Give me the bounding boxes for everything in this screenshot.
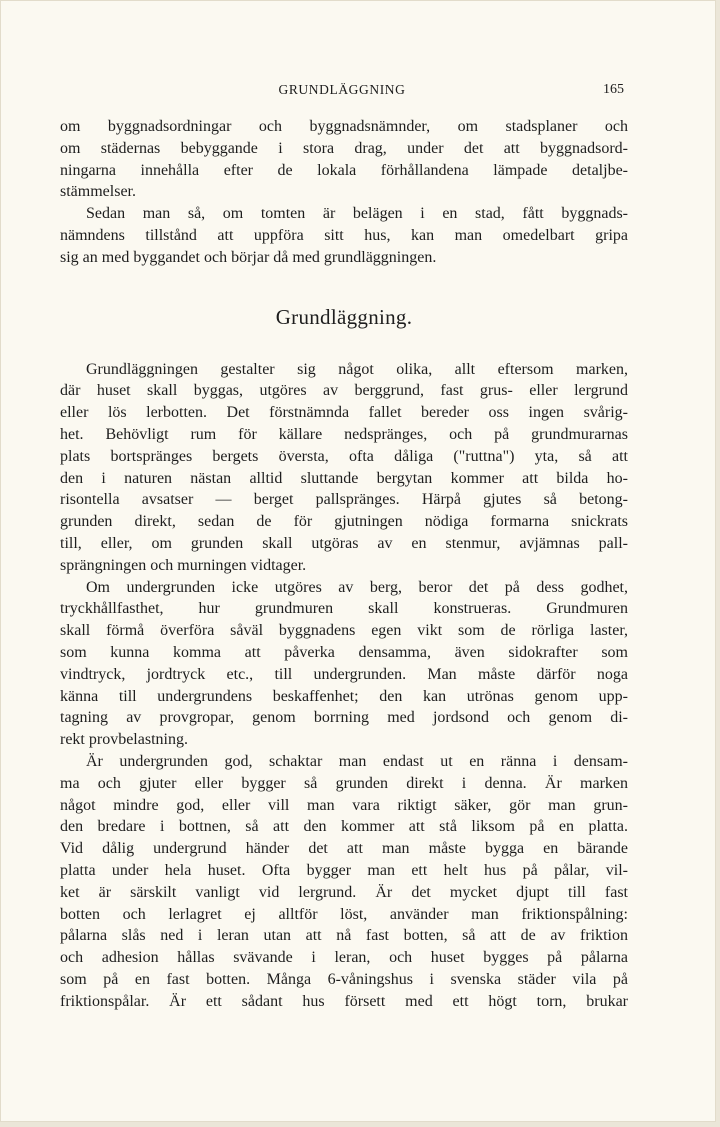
body-text xyxy=(60,116,628,1012)
text-line: eller lös lerbotten. Det förstnämnda fallet bereder oss ingen svårig- xyxy=(60,404,628,422)
text-line: ningarna innehålla efter de lokala förhållandena lämpade detaljbe- xyxy=(60,161,628,179)
text-line: tagning av provgropar, genom borrning med jordsond och genom di- xyxy=(60,709,628,727)
text-line: het. Behövligt rum för källare nedspränges, och på grundmurarnas xyxy=(60,425,628,443)
text-line: ma och gjuter eller bygger så grunden direkt i denna. Är marken xyxy=(60,774,628,792)
text-line: känna till undergrundens beskaffenhet; den kan utrönas genom upp- xyxy=(60,687,628,705)
section-heading: Grundläggning. xyxy=(275,304,413,329)
text-line: Om undergrunden icke utgöres av berg, beror det på dess godhet, xyxy=(86,578,628,596)
text-line: ket är särskilt vanligt vid lergrund. Är det mycket djupt till fast xyxy=(60,883,628,901)
text-line: pålarna slås ned i leran utan att nå fast botten, så att de av friktion xyxy=(60,927,628,945)
text-line: grunden direkt, sedan de för gjutningen nödiga formarna snickrats xyxy=(60,513,628,531)
text-line: friktionspålar. Är ett sådant hus försett med ett högt torn, brukar xyxy=(60,992,628,1010)
text-line: om städernas bebyggande i stora drag, under det att byggnadsord- xyxy=(60,139,628,157)
text-line: nämndens tillstånd att uppföra sitt hus, kan man omedelbart gripa xyxy=(60,226,628,244)
text-line: risontella avsatser — berget pallspränges. Härpå gjutes så betong- xyxy=(60,491,628,509)
text-line: Vid dålig undergrund händer det att man måste bygga en bärande xyxy=(60,840,628,858)
text-line: den i naturen nästan alltid sluttande bergytan kommer att bilda ho- xyxy=(60,469,628,487)
text-line: rekt provbelastning. xyxy=(60,731,188,749)
text-line: som kunna komma att påverka densamma, även sidokrafter som xyxy=(60,643,628,661)
text-line: Grundläggningen gestalter sig något olika, allt eftersom marken, xyxy=(86,360,628,378)
text-line: sprängningen och murningen vidtager. xyxy=(60,556,307,574)
text-line: stämmelser. xyxy=(60,183,136,201)
text-line: den bredare i bottnen, så att den kommer att stå liksom på en platta. xyxy=(60,818,628,836)
page-number: 165 xyxy=(603,82,624,97)
text-line: något mindre god, eller vill man vara riktigt säker, gör man grun- xyxy=(60,796,628,814)
running-title: GRUNDLÄGGNING xyxy=(278,82,406,97)
text-line: Sedan man så, om tomten är belägen i en stad, fått byggnads- xyxy=(86,205,628,223)
text-line: skall förmå överföra såväl byggnadens egen vikt som de rörliga laster, xyxy=(60,622,628,640)
text-line: om byggnadsordningar och byggnadsnämnder, om stadsplaner och xyxy=(60,118,628,135)
text-line: Är undergrunden god, schaktar man endast ut en ränna i densam- xyxy=(86,752,628,770)
page-header xyxy=(60,82,624,102)
text-line: och adhesion hållas svävande i leran, och huset bygges på pålarna xyxy=(60,949,628,967)
text-line: sig an med byggandet och börjar då med grundläggningen. xyxy=(60,248,437,266)
text-line: vindtryck, jordtryck etc., till undergrunden. Man måste därför noga xyxy=(60,665,628,683)
text-line: till, eller, om grunden skall utgöras av en stenmur, avjämnas pall- xyxy=(60,534,628,552)
text-line: plats bortspränges bergets översta, ofta dåliga ("ruttna") yta, så att xyxy=(60,447,628,465)
text-line: där huset skall byggas, utgöres av berggrund, fast grus- eller lergrund xyxy=(60,382,628,400)
text-line: botten och lerlagret ej alltför löst, använder man friktionspålning: xyxy=(60,905,628,923)
text-line: platta under hela huset. Ofta bygger man ett helt hus på pålar, vil- xyxy=(60,861,628,879)
text-line: tryckhållfasthet, hur grundmuren skall konstrueras. Grundmuren xyxy=(60,600,628,618)
text-line: som på en fast botten. Många 6-våningshus i svenska städer vila på xyxy=(60,970,628,988)
